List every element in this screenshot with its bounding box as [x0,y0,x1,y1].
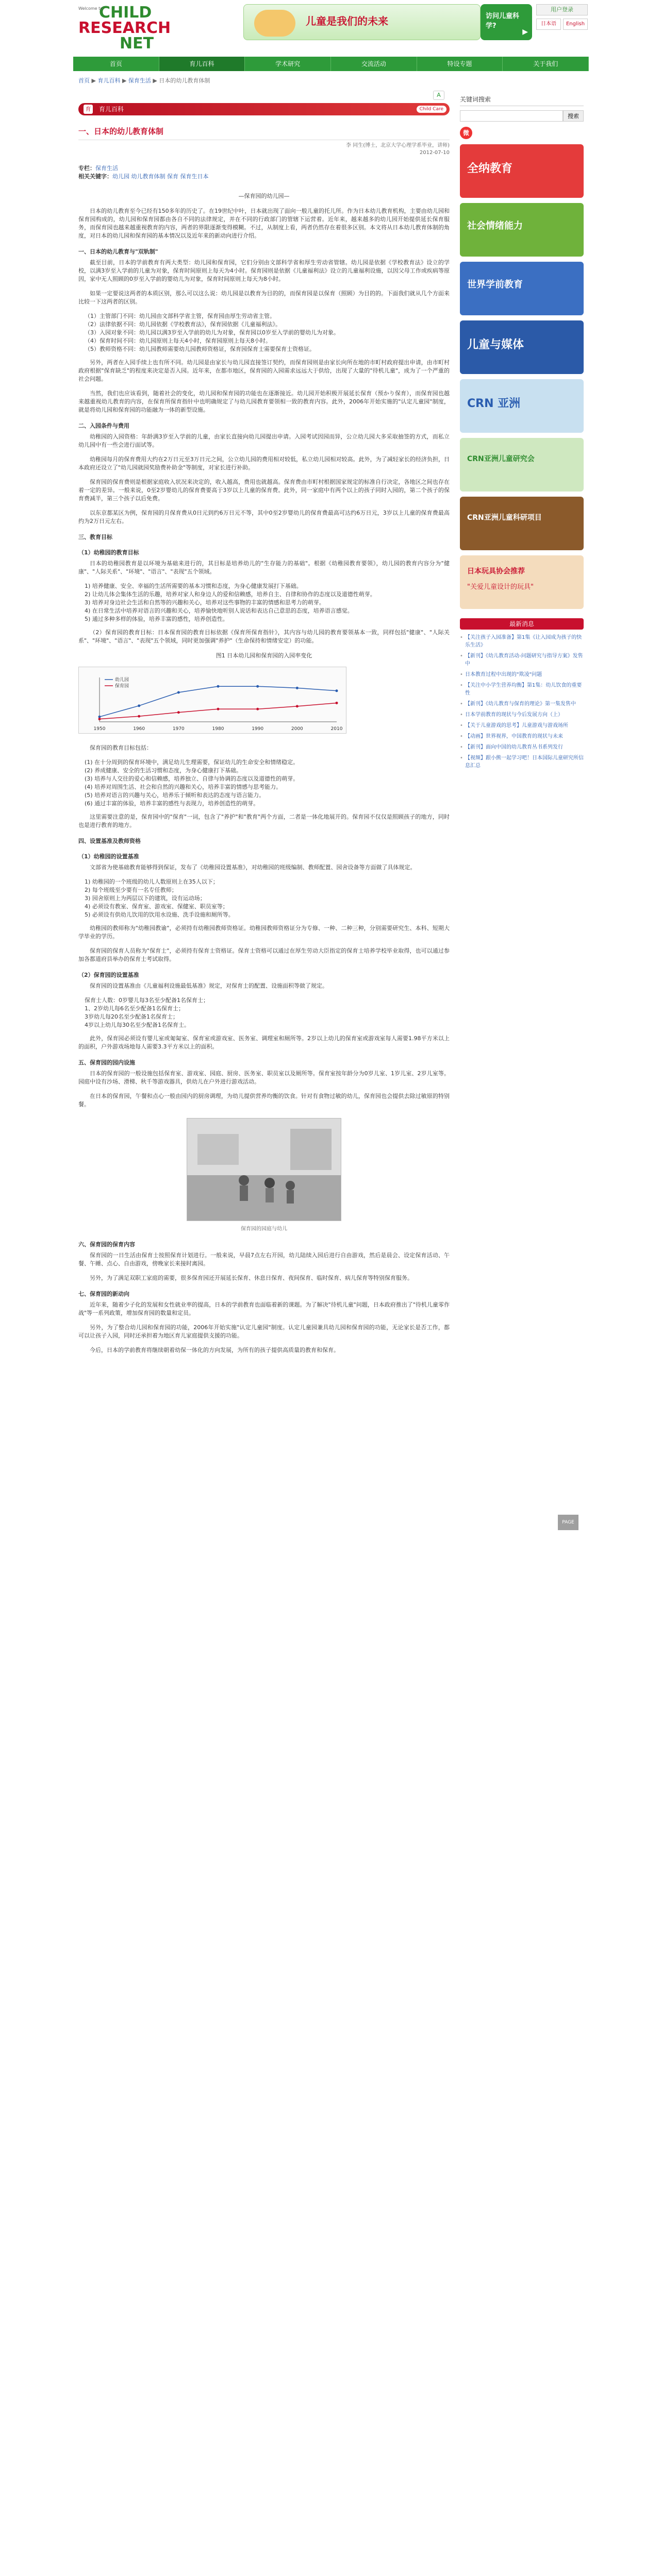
breadcrumb-level1[interactable]: 育儿百科 [97,77,121,84]
paragraph: 日本的幼儿教育至今已经有150多年的历史了。在19世纪中叶，日本就出现了面向一般儿童的托儿所。作为日本幼儿教育机构，主要由幼儿园和保育园构成的，幼儿园和保育园都由各自不同的法律规定，并在不同的行政部门的管辖下运营着。近年来，越来越多的幼儿园开始提供延长保育服务，而保育园也越来越重视教育的内容，两者的界限逐渐变得模糊。不过，从制度上看，两者仍然存在着很多区别。本文将从日本幼儿教育体制的角度，对日本的幼儿园和保育园的基本情况以及近年来的新动向进行介绍。 [78,208,450,239]
data-point [336,702,338,704]
paragraph: 在日本的保育园，午餐和点心一般由园内的厨房调理，为幼儿提供营养均衡的饮食。针对有食物过敏的幼儿，保育园也会提供去除过敏原的特别餐。 [78,1093,450,1108]
list-item: (1) 在十分周到的保育环境中，满足幼儿生理需要，保证幼儿的生命安全和情绪稳定。 [85,759,299,766]
breadcrumb-level2[interactable]: 保育生活 [128,77,151,84]
news-link[interactable]: • 【视频】跟小熊一起学习吧！日本国际儿童研究所信息汇总 [460,754,584,770]
nursery-photo [187,1118,341,1221]
article-author: 李 同生(博士，北京大学心理学系毕业，讲师) [346,143,450,148]
paragraph: 幼稚园每月的保育费用大约在2万日元至3万日元之间，公立幼儿园的费用相对较低，私立幼儿园相对较高。此外，为了减轻家长的经济负担，日本政府还设立了"幼儿园就园奖励费补助金"等制度，对家长进行补助。 [78,456,450,471]
tags-label: 相关关键字： [78,173,112,180]
data-point [177,711,180,714]
data-point [296,705,299,707]
promo-title: 日本玩具协会推荐 [467,567,525,575]
list-item: (6) 通过丰富的体验，培养丰富的感性与表现力，培养创造性的萌芽。 [85,800,259,807]
promo-crn-asia-research[interactable] [460,438,584,492]
list-item: 2) 让幼儿体会集体生活的乐趣，培养对家人和身边人的爱和信赖感，培养自主、自律和协作的态度以及道德性萌芽。 [85,591,376,598]
list-item: （3）入园对象不同：幼儿园以满3岁至入学前的幼儿为对象，保育园以0岁至入学前的婴幼儿为对象。 [85,329,339,336]
nav-item-home[interactable]: 首页 [73,57,159,71]
column-link[interactable]: 保育生活 [95,165,118,172]
list-item: 4) 在日常生活中培养对语言的兴趣和关心，培养愉快地听别人说话和表达自己意思的态度，培养语言感觉。 [85,607,353,614]
site-logo[interactable] [78,5,187,52]
nursery-standards-list [85,996,450,1029]
list-item: （5）教师资格不同：幼儿园教师需要幼儿园教师资格证，保育园保育士需要保育士资格证。 [85,346,315,352]
list-item: 4岁以上幼儿每30名至少配备1名保育士。 [85,1022,190,1028]
promo-title: 儿童与媒体 [467,338,524,351]
search-input[interactable] [460,110,563,122]
promo-title: CRN亚洲儿童研究会 [467,455,535,463]
main-nav [73,57,589,71]
logo-child: CHILD [99,4,152,22]
main-column [73,90,455,1361]
promo-social-emotional[interactable] [460,203,584,257]
data-point [177,691,180,694]
list-item: （4）保育时间不同：幼儿园原则上每天4小时，保育园原则上每天8小时。 [85,337,271,344]
weibo-icon[interactable]: 微 [460,127,472,139]
data-point [98,716,101,718]
latest-news-title: 最新消息 [460,618,584,630]
paragraph: 日本的幼稚园教育是以环境为基础来进行的，其目标是培养幼儿的"生存能力的基础"。根据《幼稚园教育要领》，幼儿园的教育内容分为"健康"、"人际关系"、"环境"、"语言"、"表现"五个领域。 [78,560,450,575]
paragraph: 当然，我们也应该看到，随着社会的变化，幼儿园和保育园的功能也在逐渐接近。幼儿园开始积极开展延长保育（预かり保育），而保育园也越来越重视幼儿教育的内容，在保育所保育指针中也明确规定了与幼儿园教育要领相一致的教育内容。此外，2006年开始实施的"认定儿童园"制度，就是将幼儿园和保育园的功能融为一体的新型设施。 [78,390,450,413]
nav-item-features[interactable]: 特设专题 [417,57,503,71]
promo-toy-association[interactable] [460,555,584,609]
x-tick-label: 2010 [330,726,343,732]
breadcrumb [73,71,589,90]
paragraph: 另外，两者在入园手续上也有所不同。幼儿园是由家长与幼儿园直接签订契约，而保育园则是由家长向所在地的市町村政府提出申请，由市町村政府根据"保育缺乏"的程度来决定是否入园。近年来，在都市地区，保育园的入园需求远远大于供给，出现了大量的"待机儿童"，成为了一个严重的社会问题。 [78,359,450,382]
section-heading: 二、入园条件与费用 [78,422,129,429]
section-title: 育儿百科 [99,106,124,113]
promo-children-media[interactable] [460,320,584,374]
enrollment-chart [78,667,346,734]
chart-svg [79,667,347,734]
list-item: 3岁幼儿每20名至少配备1名保育士； [85,1013,178,1020]
paragraph: 幼稚园的教师称为"幼稚园教谕"，必须持有幼稚园教师资格证。幼稚园教师资格证分为专修、一种、二种三种，分别需要研究生、本科、短期大学毕业的学历。 [78,925,450,940]
nav-item-research[interactable]: 学术研究 [245,57,331,71]
list-item: （2）法律依据不同：幼儿园依据《学校教育法》，保育园依据《儿童福利法》。 [85,321,281,328]
article-subtitle: —保育园的幼儿园— [238,193,290,199]
promo-title: CRN 亚洲 [467,397,521,410]
promo-world-ece[interactable] [460,262,584,315]
breadcrumb-sep: ▶ [90,77,98,84]
arrow-right-icon: ▶ [522,28,528,36]
list-item: (2) 养成健康、安全的生活习惯和态度，为身心健康打下基础。 [85,767,242,774]
data-point [256,685,259,688]
data-point [138,715,140,718]
breadcrumb-sep: ▶ [151,77,159,84]
news-link[interactable]: • 【新刊】《幼儿教育活动-问题研究与指导方案》发售中 [460,652,584,668]
data-point [138,704,140,707]
promo-title: 全纳教育 [467,162,513,175]
logo-net: NET [120,35,154,53]
banner-child-image [254,10,295,37]
latest-news-list [460,634,584,770]
logo-small-text: Welcome to [78,6,103,11]
list-item: (3) 培养与人交往的爱心和信赖感，培养独立、自律与协调的态度以及道德性的萌芽。 [85,775,299,782]
list-item: 5) 通过多种多样的体验，培养丰富的感性，培养创造性。 [85,616,228,622]
data-point [336,689,338,692]
paragraph: 保育园的一日生活由保育士按照保育计划进行。一般来说，早晨7点左右开园，幼儿陆续入园后进行自由游戏，然后是晨会、设定保育活动、午餐、午睡、点心、自由游戏，傍晚家长来接时离园。 [78,1252,450,1267]
language-switch [536,19,588,30]
list-item: 5) 必须设有供幼儿饮用的饮用水设施、洗手设施和厕所等。 [85,911,234,918]
join-label: 访问儿童科学? [486,12,520,30]
breadcrumb-sep: ▶ [120,77,128,84]
promo-title: 世界学前教育 [467,279,523,290]
sidebar [455,90,584,1361]
news-link[interactable]: • 【关注中小学生营养均衡】第1集：幼儿饮食的重要性 [460,682,584,697]
paragraph: 保育园的保育人员称为"保育士"，必须持有保育士资格证。保育士资格可以通过在厚生劳动大臣指定的保育士培养学校毕业取得，也可以通过参加各都道府县举办的保育士考试取得。 [78,947,450,962]
promo-crn-asia-project[interactable] [460,497,584,550]
list-item: 1、2岁幼儿每6名至少配备1名保育士； [85,1005,184,1012]
photo-caption: 保育园的园庭与幼儿 [241,1226,287,1232]
news-link[interactable]: • 【新刊】《幼儿教育与保育的理论》第一集发售中 [460,700,584,708]
promo-title: CRN亚洲儿童科研项目 [467,514,542,522]
data-point [98,718,101,720]
keyword-box [78,164,450,180]
nav-item-childcare[interactable]: 育儿百科 [159,57,245,71]
series-line [100,686,337,717]
list-item: 1) 幼稚园的一个班级的幼儿人数原则上在35人以下； [85,878,219,885]
login-button[interactable]: 用户登录 [536,4,588,15]
x-tick-label: 1960 [133,726,145,732]
goals-list [85,582,450,623]
section-header [78,103,450,115]
paragraph: 这里需要注意的是，保育园中的"保育"一词，包含了"养护"和"教育"两个方面，二者是一体化地展开的。保育园不仅仅是照顾孩子的地方，同时也是进行教育的地方。 [78,814,450,828]
paragraph: 幼稚园的入园资格：年龄满3岁至入学前的儿童，由家长直接向幼儿园提出申请。入园考试因园而异，公立幼儿园大多采取抽签的方式，而私立幼儿园中有一些会进行面试等。 [78,433,450,448]
figure-1 [78,651,450,734]
section-heading: 六、保育园的保育内容 [78,1241,135,1248]
page [73,0,589,2576]
sub-heading: （2）保育园的设置基准 [78,972,139,978]
search-box [460,110,584,122]
news-link[interactable]: • 日本教育过程中出现的"欺凌"问题 [460,671,584,679]
breadcrumb-home[interactable]: 首页 [78,77,90,84]
comparison-list [85,312,450,353]
section-heading: 三、教育目标 [78,534,112,540]
promo-inclusive-education[interactable] [460,144,584,198]
x-tick-label: 1990 [252,726,264,732]
site-header [73,0,589,57]
x-tick-label: 1980 [212,726,224,732]
news-link[interactable]: • 日本学前教育的现状与今后发展方向（上） [460,711,584,719]
paragraph: 近年来，随着少子化的发展和女性就业率的提高，日本的学前教育也面临着新的课题。为了解决"待机儿童"问题，日本政府推出了"待机儿童零作战"等一系列政策，增加保育园的数量和定员。 [78,1301,450,1316]
news-link[interactable]: • 【关注孩子入园准备】第1集《让入园成为孩子的快乐生活》 [460,634,584,649]
logo-research: RESEARCH [78,19,171,37]
data-point [296,687,299,689]
list-item: 1) 培养健康、安全、幸福的生活所需要的基本习惯和态度，为身心健康发展打下基础。 [85,583,302,589]
promo-subtitle: "关爱儿童设计的玩具" [467,583,534,591]
data-point [217,685,220,688]
news-link[interactable]: • 【新刊】面向中国的幼儿教育丛书系列发行 [460,743,584,751]
paragraph: 以东京都某区为例，保育园的月保育费从0日元到约6万日元不等，其中0至2岁婴幼儿的保育费最高可达约6万日元，3岁以上儿童的保育费最高约为2万日元左右。 [78,510,450,524]
banner-text: 儿童是我们的未来 [306,15,388,27]
paragraph: 截至目前，日本的学前教育有两大类型：幼儿园和保育园，它们分别由文部科学省和厚生劳动省管辖。幼儿园是依据《学校教育法》设立的学校，以满3岁至入学前的儿童为对象，保育时间原则上每天为4小时。保育园则是依据《儿童福利法》设立的儿童福利设施，以因父母工作或疾病等原因，家中无人照顾的0岁至入学前的婴幼儿为对象，保育时间原则上每天为8小时。 [78,259,450,282]
list-item: (4) 培养对周围生活、社会和自然的兴趣和关心，培养丰富的情感与思考能力。 [85,784,282,790]
article-meta [78,140,450,164]
tags-links[interactable]: 幼儿园 幼儿教育体制 保育 保育生日本 [112,173,209,180]
paragraph: 保育园的保育费则是根据家庭收入状况来决定的，收入越高，费用也就越高。保育费由市町村根据国家规定的标准自行决定，各地区之间也存在着一定的差异。一般来说，0至2岁婴幼儿的保育费要高于3岁以上儿童的保育费。此外，同一家庭中有两个以上的孩子同时入园的，第二个孩子的保育费减半，第三个孩子以后免费。 [78,479,450,502]
list-item: (5) 培养对语言的兴趣与关心，培养乐于倾听和表达的态度与语言能力。 [85,792,265,799]
data-point [217,708,220,710]
news-link[interactable]: • 【动画】世界视界，中国教育的现状与未来 [460,733,584,740]
legend-label: 保育园 [115,684,129,689]
lang-japanese-button[interactable]: 日本语 [536,19,561,30]
search-title: 关键词搜索 [460,95,584,106]
series-line [100,703,337,719]
header-banner[interactable] [243,4,481,40]
list-item: 3) 园舍原则上为两层以下的建筑，设有运动场； [85,895,206,902]
nav-item-about[interactable]: 关于我们 [503,57,589,71]
article-tools [78,90,450,103]
x-tick-label: 2000 [291,726,303,732]
list-item: 保育士人数：0岁婴儿每3名至少配备1名保育士； [85,997,209,1004]
search-button[interactable]: 搜索 [563,110,584,122]
data-point [256,708,259,710]
section-heading: 一、日本的幼儿教育与"双轨制" [78,248,158,255]
news-link[interactable]: • 【关于儿童游戏的思考】儿童游戏与游戏场所 [460,722,584,730]
login-area [536,4,588,40]
section-icon: 育 [84,105,93,114]
x-tick-label: 1970 [172,726,185,732]
font-size-button[interactable]: A [433,91,444,100]
nursery-goals-list [85,758,450,808]
photo-illustration [187,1118,341,1221]
join-button[interactable] [481,4,532,40]
section-tag: Child Care [417,106,446,113]
content-area [73,90,589,1361]
list-item: 3) 培养对身边社会生活和自然等的兴趣和关心，培养对这些事物的丰富的情感和思考力的萌芽。 [85,599,325,606]
paragraph: 另外，为了整合幼儿园和保育园的功能，2006年开始实施"认定儿童园"制度。认定儿童园兼具幼儿园和保育园的功能，无论家长是否工作，都可以让孩子入园，同时还承担着为地区育儿家庭提供支援的功能。 [78,1324,450,1339]
figure-caption: 图1 日本幼儿园和保育园的入园率变化 [216,652,312,659]
paragraph: 如果一定要说这两者的本质区别，那么可以这么说：幼儿园是以教育为目的的，而保育园是以保育（照顾）为目的的。下面我们就从几个方面来比较一下这两者的区别。 [78,290,450,305]
section-heading: 四、设置基准及教师资格 [78,838,141,844]
promo-title: 社会情绪能力 [467,221,523,231]
paragraph: 文部省为使基础教育能够得到保证，发布了《幼稚园设置基准》，对幼稚园的班级编制、教师配置、园舍设备等方面做了具体规定。 [90,864,416,871]
paragraph: 保育园的教育目标包括： [90,744,152,751]
back-to-top-button[interactable]: PAGE TOP [558,1515,578,1530]
paragraph: 日本的保育园的一般设施包括保育室、游戏室、园庭、厨房、医务室、职员室以及厕所等。保育室按年龄分为0岁儿室、1岁儿室、2岁儿室等。园庭中设有沙场、滑梯、秋千等游戏器具，供幼儿在户外进行游戏活动。 [78,1070,450,1085]
sub-heading: （1）幼稚园的设置基准 [78,853,139,860]
promo-crn-asia[interactable] [460,379,584,433]
kindergarten-standards-list [85,878,450,919]
legend-label: 幼儿园 [115,677,129,683]
lang-english-button[interactable]: English [563,19,588,30]
paragraph: （2）保育园的教育目标：日本保育园的教育目标依据《保育所保育指针》，其内容与幼儿园的教育要领基本一致，同样包括"健康"、"人际关系"、"环境"、"语言"、"表现"五个领域，同时更加强调"养护"（生命保持和情绪安定）的功能。 [78,629,450,644]
list-item: （1）主管部门不同：幼儿园由文部科学省主管，保育园由厚生劳动省主管。 [85,313,275,319]
breadcrumb-current: 日本的幼儿教育体制 [159,77,210,84]
paragraph: 今后，日本的学前教育将继续朝着幼保一体化的方向发展，为所有的孩子提供高质量的教育和保育。 [90,1347,339,1353]
article-title: 一、日本的幼儿教育体制 [78,127,164,136]
column-label: 专栏： [78,165,95,172]
sub-heading: （1）幼稚园的教育目标 [78,549,139,556]
x-tick-label: 1950 [93,726,106,732]
section-heading: 五、保育园的园内设施 [78,1059,135,1066]
list-item: 2) 每个班级至少要有一名专任教师； [85,887,177,893]
list-item: 4) 必须设有教室、保育室、游戏室、保健室、职员室等； [85,903,228,910]
article-date: 2012-07-10 [419,150,450,156]
paragraph: 另外，为了满足双职工家庭的需要，很多保育园还开展延长保育、休息日保育、夜间保育、临时保育、病儿保育等特别保育服务。 [90,1275,413,1281]
nav-item-events[interactable]: 交流活动 [331,57,417,71]
section-heading: 七、保育园的新动向 [78,1291,129,1297]
paragraph: 此外，保育园必须设有婴儿室或匍匐室、保育室或游戏室、医务室、调理室和厕所等。2岁以上幼儿的保育室或游戏室每人需要1.98平方米以上的面积，户外游戏场地每人需要3.3平方米以上的面积。 [78,1035,450,1050]
paragraph: 保育园的设置基准由《儿童福利设施最低基准》规定，对保育士的配置、设施面积等做了规定。 [90,982,328,989]
